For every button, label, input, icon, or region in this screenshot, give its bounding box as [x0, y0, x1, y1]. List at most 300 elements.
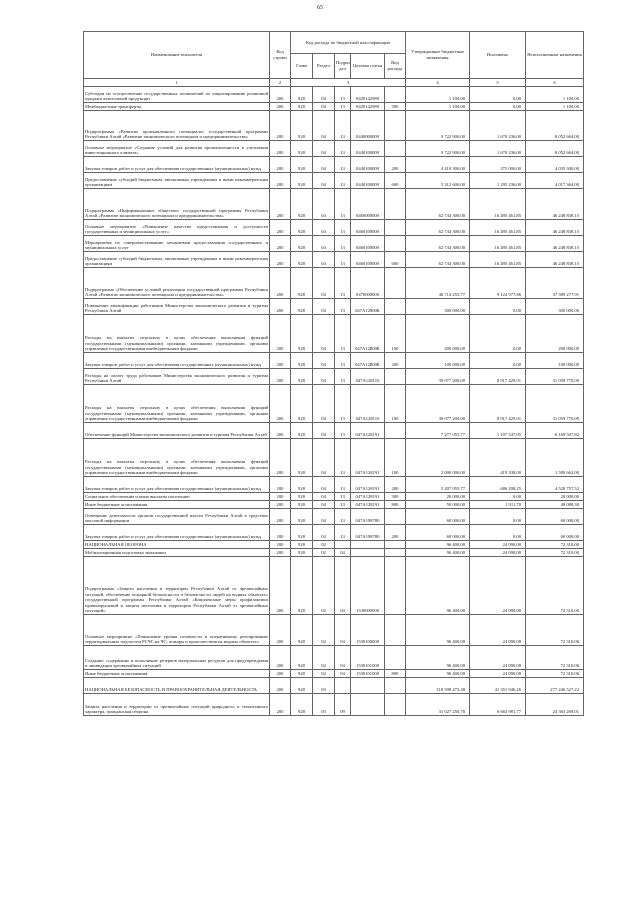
row-section: 04: [313, 87, 335, 103]
row-target: 0440100000: [351, 173, 385, 189]
row-subsection: 13: [335, 315, 351, 353]
row-target: 047A12800К: [351, 299, 385, 315]
row-section: 02: [313, 549, 335, 557]
row-executed: 8 017 429,91: [470, 385, 526, 423]
header-type: Вид расхода: [385, 54, 406, 79]
row-executed: 24 090,00: [470, 670, 526, 678]
row-type: [385, 423, 406, 439]
row-code: 200: [270, 477, 291, 493]
row-subsection: 13: [335, 493, 351, 501]
row-chapter: 928: [291, 252, 313, 268]
row-name: Расходы на выплаты персоналу в целях обеспечения выполнения функций государственными (муниципальными) органами, казенными учреждениями, органами управления государственными внебюджетными фондами: [84, 385, 270, 423]
row-approved: 62 744 300,00: [406, 236, 470, 252]
row-approved: 4 410 300,00: [406, 157, 470, 173]
row-section: 04: [313, 252, 335, 268]
row-target: 0470000000: [351, 268, 385, 299]
row-subsection: 09: [335, 694, 351, 716]
row-section: 04: [313, 509, 335, 525]
row-type: 100: [385, 315, 406, 353]
row-executed: 6 663 981,77: [470, 694, 526, 716]
row-type: [385, 615, 406, 646]
row-type: [385, 549, 406, 557]
row-chapter: 928: [291, 557, 313, 615]
row-executed: 1 670 236,00: [470, 111, 526, 141]
row-target: 0420142980: [351, 103, 385, 111]
row-code: 200: [270, 557, 291, 615]
row-approved: 39 077 200,00: [406, 369, 470, 385]
table-header: [84, 32, 584, 87]
row-name: Создание, содержание и пополнение резервов материальных ресурсов для предупреждения и ликвидации чрезвычайных ситуаций: [84, 646, 270, 670]
table-row: [84, 299, 584, 315]
row-unexecuted: 72 310,00: [526, 615, 584, 646]
row-approved: 46 714 255,77: [406, 268, 470, 299]
row-name: Иные бюджетные ассигнования: [84, 670, 270, 678]
row-target: 1530101000: [351, 670, 385, 678]
row-section: 04: [313, 525, 335, 541]
row-type: [385, 220, 406, 236]
row-unexecuted: 46 248 838,15: [526, 189, 584, 220]
table-row: [84, 157, 584, 173]
row-name: Субсидии на осуществление государственных полномочий по лицензированию розничной продажи алкогольной продукции: [84, 87, 270, 103]
row-executed: 0,00: [470, 315, 526, 353]
header-approved: Утвержденные бюджетные назначения: [406, 32, 470, 79]
row-executed: 16 495 461,85: [470, 236, 526, 252]
row-unexecuted: 72 310,00: [526, 646, 584, 670]
row-subsection: 13: [335, 173, 351, 189]
row-type: [385, 678, 406, 694]
row-subsection: 13: [335, 252, 351, 268]
row-chapter: 928: [291, 501, 313, 509]
row-target: [351, 541, 385, 549]
row-type: [385, 268, 406, 299]
row-section: 04: [313, 189, 335, 220]
row-type: [385, 189, 406, 220]
row-section: 04: [313, 236, 335, 252]
row-code: 200: [270, 439, 291, 477]
row-approved: 100 000,00: [406, 353, 470, 369]
row-executed: 24 090,00: [470, 541, 526, 549]
table-row: [84, 252, 584, 268]
row-code: 200: [270, 299, 291, 315]
row-section: 04: [313, 141, 335, 157]
row-name: НАЦИОНАЛЬНАЯ ОБОРОНА: [84, 541, 270, 549]
row-section: 04: [313, 103, 335, 111]
row-section: 04: [313, 315, 335, 353]
row-unexecuted: 37 589 277,91: [526, 268, 584, 299]
row-subsection: 13: [335, 157, 351, 173]
row-code: 200: [270, 678, 291, 694]
row-name: Расходы на оплату труда работников Министерства экономического развития и туризма Республики Алтай: [84, 369, 270, 385]
row-code: 200: [270, 87, 291, 103]
row-subsection: 13: [335, 189, 351, 220]
row-section: 04: [313, 157, 335, 173]
row-subsection: 13: [335, 103, 351, 111]
row-target: 047A12800К: [351, 315, 385, 353]
row-unexecuted: 60 000,00: [526, 525, 584, 541]
row-type: [385, 694, 406, 716]
row-unexecuted: 24 363 269,01: [526, 694, 584, 716]
row-type: 200: [385, 157, 406, 173]
row-target: 1530000000: [351, 557, 385, 615]
row-name: Расходы на выплаты персоналу в целях обеспечения выполнения функций государственными (муниципальными) органами, казенными учреждениями, органами управления государственными внебюджетными фондами: [84, 315, 270, 353]
row-chapter: 928: [291, 103, 313, 111]
row-code: 200: [270, 220, 291, 236]
row-target: 0460100000: [351, 252, 385, 268]
row-name: Закупка товаров, работ и услуг для обеспечения государственных (муниципальных) нужд: [84, 477, 270, 493]
row-target: 047A128191: [351, 493, 385, 501]
table-row: [84, 173, 584, 189]
table-row: [84, 423, 584, 439]
row-approved: 39 077 200,00: [406, 385, 470, 423]
row-name: Повышение квалификации работников Министерства экономического развития и туризма Республики Алтай: [84, 299, 270, 315]
row-name: Мероприятия по совершенствованию механизмов предоставления государственных и муниципальных услуг: [84, 236, 270, 252]
row-approved: 62 744 300,00: [406, 189, 470, 220]
row-unexecuted: 4 017 364,00: [526, 173, 584, 189]
row-approved: 60 000,00: [406, 525, 470, 541]
row-name: Иные бюджетные ассигнования: [84, 501, 270, 509]
row-approved: 96 400,00: [406, 557, 470, 615]
row-approved: 20 000,00: [406, 493, 470, 501]
row-target: 047A128191: [351, 439, 385, 477]
row-chapter: 928: [291, 189, 313, 220]
row-target: 0440100000: [351, 157, 385, 173]
row-executed: 24 090,00: [470, 646, 526, 670]
row-chapter: 928: [291, 423, 313, 439]
page-number: 65: [317, 5, 323, 11]
row-executed: 1 911,70: [470, 501, 526, 509]
row-subsection: 04: [335, 615, 351, 646]
row-executed: 0,00: [470, 87, 526, 103]
row-executed: 41 351 946,26: [470, 678, 526, 694]
row-code: 200: [270, 423, 291, 439]
row-type: [385, 509, 406, 525]
row-subsection: 13: [335, 268, 351, 299]
row-executed: 0,00: [470, 353, 526, 369]
row-unexecuted: 300 000,00: [526, 299, 584, 315]
index-cell: 2: [270, 79, 291, 87]
row-code: 200: [270, 615, 291, 646]
header-budget-class: Код расхода по бюджетной классификации: [291, 32, 406, 54]
row-section: 04: [313, 423, 335, 439]
table-row: [84, 315, 584, 353]
row-unexecuted: 46 248 838,15: [526, 220, 584, 236]
table-row: [84, 189, 584, 220]
row-name: Освещение деятельности органов государственной власти Республики Алтай в средствах массовой информации: [84, 509, 270, 525]
row-chapter: 928: [291, 315, 313, 353]
row-subsection: 13: [335, 501, 351, 509]
row-section: 02: [313, 646, 335, 670]
row-unexecuted: 1 100,00: [526, 103, 584, 111]
row-unexecuted: 100 000,00: [526, 353, 584, 369]
row-type: [385, 299, 406, 315]
row-target: 047A198700: [351, 509, 385, 525]
row-executed: 419 338,00: [470, 439, 526, 477]
index-cell: 4: [406, 79, 470, 87]
index-cell: 6: [526, 79, 584, 87]
row-chapter: 928: [291, 173, 313, 189]
table-row: [84, 493, 584, 501]
row-executed: 0,00: [470, 493, 526, 501]
row-target: 047A128110: [351, 385, 385, 423]
row-executed: 686 298,25: [470, 477, 526, 493]
row-subsection: 13: [335, 385, 351, 423]
row-executed: 0,00: [470, 509, 526, 525]
row-unexecuted: 8 052 664,00: [526, 141, 584, 157]
header-executed: Исполнено: [470, 32, 526, 79]
row-name: Подпрограмма «Развитие промышленного потенциала» государственной программы Республики Алтай «Развитие экономического потенциала и предпринимательства»: [84, 111, 270, 141]
row-chapter: 928: [291, 111, 313, 141]
row-executed: 1 107 547,95: [470, 423, 526, 439]
row-chapter: 928: [291, 268, 313, 299]
row-chapter: 928: [291, 477, 313, 493]
row-section: 04: [313, 268, 335, 299]
row-code: 200: [270, 385, 291, 423]
row-target: 0440100000: [351, 141, 385, 157]
row-chapter: 928: [291, 385, 313, 423]
row-chapter: 928: [291, 493, 313, 501]
table-row: [84, 87, 584, 103]
row-subsection: 04: [335, 549, 351, 557]
row-name: Расходы на выплаты персоналу в целях обеспечения выполнения функций государственными (муниципальными) органами, казенными учреждениями, органами управления государственными внебюджетными фондами: [84, 439, 270, 477]
row-subsection: 13: [335, 111, 351, 141]
row-target: [351, 549, 385, 557]
row-chapter: 928: [291, 678, 313, 694]
row-approved: 7 277 055,77: [406, 423, 470, 439]
row-approved: 318 598 473,48: [406, 678, 470, 694]
row-subsection: 13: [335, 141, 351, 157]
table-row: [84, 541, 584, 549]
row-code: 200: [270, 111, 291, 141]
row-code: 200: [270, 670, 291, 678]
row-unexecuted: 72 310,00: [526, 557, 584, 615]
row-executed: 0,00: [470, 525, 526, 541]
row-section: 04: [313, 385, 335, 423]
row-target: 047A128191: [351, 477, 385, 493]
table-row: [84, 103, 584, 111]
row-section: 04: [313, 369, 335, 385]
row-unexecuted: 46 248 838,15: [526, 252, 584, 268]
row-target: 0460100000: [351, 220, 385, 236]
row-section: 04: [313, 173, 335, 189]
row-unexecuted: 46 248 838,15: [526, 236, 584, 252]
row-approved: 62 744 300,00: [406, 220, 470, 236]
row-section: 04: [313, 493, 335, 501]
header-section: Раздел: [313, 54, 335, 79]
row-name: Закупка товаров, работ и услуг для обеспечения государственных (муниципальных) нужд: [84, 525, 270, 541]
row-chapter: 928: [291, 549, 313, 557]
row-chapter: 928: [291, 646, 313, 670]
row-unexecuted: 4 035 300,00: [526, 157, 584, 173]
row-subsection: 13: [335, 220, 351, 236]
row-name: НАЦИОНАЛЬНАЯ БЕЗОПАСНОСТЬ И ПРАВООХРАНИТЕЛЬНАЯ ДЕЯТЕЛЬНОСТЬ: [84, 678, 270, 694]
row-chapter: 928: [291, 694, 313, 716]
row-subsection: 13: [335, 509, 351, 525]
row-subsection: 13: [335, 353, 351, 369]
row-target: 047A12800К: [351, 353, 385, 369]
row-chapter: 928: [291, 220, 313, 236]
row-type: 600: [385, 252, 406, 268]
row-unexecuted: 31 059 770,09: [526, 369, 584, 385]
row-executed: 8 017 429,91: [470, 369, 526, 385]
row-section: 04: [313, 501, 335, 509]
row-subsection: 13: [335, 477, 351, 493]
table-row: [84, 111, 584, 141]
row-type: 200: [385, 353, 406, 369]
row-type: [385, 87, 406, 103]
header-name: Наименование показателя: [84, 32, 270, 79]
row-target: 047A128191: [351, 501, 385, 509]
row-name: Закупка товаров, работ и услуг для обеспечения государственных (муниципальных) нужд: [84, 157, 270, 173]
row-subsection: 13: [335, 369, 351, 385]
row-type: 600: [385, 173, 406, 189]
row-chapter: 928: [291, 236, 313, 252]
row-executed: 0,00: [470, 103, 526, 111]
row-type: 800: [385, 501, 406, 509]
row-code: 200: [270, 509, 291, 525]
row-approved: 31 027 250,78: [406, 694, 470, 716]
row-code: 200: [270, 541, 291, 549]
row-name: Основное мероприятие «Создание условий для развития промышленности и улучшения инвестиционного климата»: [84, 141, 270, 157]
table-row: [84, 646, 584, 670]
row-subsection: 04: [335, 670, 351, 678]
row-approved: 200 000,00: [406, 315, 470, 353]
row-code: 200: [270, 315, 291, 353]
row-executed: 24 090,00: [470, 615, 526, 646]
table-row: [84, 549, 584, 557]
row-unexecuted: 72 310,00: [526, 541, 584, 549]
row-section: 03: [313, 678, 335, 694]
row-unexecuted: 1 100,00: [526, 87, 584, 103]
row-unexecuted: 31 059 770,09: [526, 385, 584, 423]
row-chapter: 928: [291, 541, 313, 549]
row-code: 200: [270, 252, 291, 268]
index-cell: 5: [470, 79, 526, 87]
header-chapter: Глава: [291, 54, 313, 79]
row-section: 02: [313, 615, 335, 646]
row-name: Предоставление субсидий бюджетным, автономным учреждениям и иным некоммерческим организациям: [84, 173, 270, 189]
row-section: 04: [313, 111, 335, 141]
row-target: 0420142980: [351, 87, 385, 103]
row-code: 200: [270, 646, 291, 670]
row-approved: 50 000,00: [406, 501, 470, 509]
row-type: 100: [385, 439, 406, 477]
table-row: [84, 557, 584, 615]
row-target: [351, 678, 385, 694]
header-unexecuted: Неисполненные назначения: [526, 32, 584, 79]
table-row: [84, 385, 584, 423]
table-row: [84, 268, 584, 299]
row-unexecuted: 72 310,00: [526, 670, 584, 678]
row-subsection: 04: [335, 646, 351, 670]
row-chapter: 928: [291, 509, 313, 525]
row-code: 200: [270, 493, 291, 501]
row-unexecuted: 1 580 662,00: [526, 439, 584, 477]
row-executed: 375 000,00: [470, 157, 526, 173]
row-type: [385, 111, 406, 141]
row-approved: 9 722 900,00: [406, 111, 470, 141]
row-type: 200: [385, 525, 406, 541]
row-name: Подпрограмма «Обеспечение условий реализации государственной программы Республики Алтай «Развитие экономического потенциала и предпринимательства»: [84, 268, 270, 299]
row-section: 04: [313, 220, 335, 236]
row-type: [385, 541, 406, 549]
row-executed: 24 090,00: [470, 557, 526, 615]
row-type: 100: [385, 385, 406, 423]
row-chapter: 928: [291, 439, 313, 477]
row-type: [385, 557, 406, 615]
row-target: [351, 694, 385, 716]
row-approved: 62 744 300,00: [406, 252, 470, 268]
row-subsection: 13: [335, 236, 351, 252]
row-name: Мобилизационная подготовка экономики: [84, 549, 270, 557]
row-approved: 300 000,00: [406, 299, 470, 315]
row-unexecuted: 200 000,00: [526, 315, 584, 353]
budget-execution-table: [83, 31, 584, 716]
row-code: 200: [270, 141, 291, 157]
table-row: [84, 678, 584, 694]
row-type: 200: [385, 477, 406, 493]
row-name: Обеспечение функций Министерства экономического развития и туризма Республики Алтай: [84, 423, 270, 439]
row-name: Закупка товаров, работ и услуг для обеспечения государственных (муниципальных) нужд: [84, 353, 270, 369]
row-target: 0440000000: [351, 111, 385, 141]
table-row: [84, 369, 584, 385]
row-unexecuted: 60 000,00: [526, 509, 584, 525]
row-type: [385, 646, 406, 670]
table-row: [84, 141, 584, 157]
index-cell: 3: [291, 79, 406, 87]
row-name: Основное мероприятие «Повышение уровня готовности и оперативному реагированию территориальных подсистем РСЧС на ЧС, пожары и происшествия на водных объектах»: [84, 615, 270, 646]
row-unexecuted: 4 520 757,52: [526, 477, 584, 493]
row-chapter: 928: [291, 299, 313, 315]
table-row: [84, 353, 584, 369]
row-chapter: 928: [291, 615, 313, 646]
row-subsection: [335, 678, 351, 694]
row-target: 1530100000: [351, 615, 385, 646]
row-target: 1530101000: [351, 646, 385, 670]
row-executed: 24 090,00: [470, 549, 526, 557]
row-type: 300: [385, 493, 406, 501]
row-code: 200: [270, 501, 291, 509]
row-target: 0460000000: [351, 189, 385, 220]
row-type: [385, 141, 406, 157]
row-name: Подпрограмма «Защита населения и территории Республики Алтай от чрезвычайных ситуаций, обеспечение пожарной безопасности и безопасности людей на водных объектах» государственной программы Республики Алтай «Комплексные меры профилактики правонарушений и защита населения и территории Республики Алтай от чрезвычайных ситуаций»: [84, 557, 270, 615]
row-type: 500: [385, 103, 406, 111]
row-chapter: 928: [291, 141, 313, 157]
row-approved: 5 207 055,77: [406, 477, 470, 493]
row-subsection: 04: [335, 557, 351, 615]
row-subsection: 13: [335, 423, 351, 439]
row-section: 04: [313, 299, 335, 315]
header-code: Код строки: [270, 32, 291, 79]
row-executed: 9 124 977,86: [470, 268, 526, 299]
row-chapter: 928: [291, 369, 313, 385]
row-subsection: 13: [335, 525, 351, 541]
row-unexecuted: 8 052 664,00: [526, 111, 584, 141]
row-type: 800: [385, 670, 406, 678]
row-name: Основное мероприятие «Повышение качества предоставления и доступности государственных и муниципальных услуг»: [84, 220, 270, 236]
row-executed: 0,00: [470, 299, 526, 315]
row-executed: 16 495 461,85: [470, 252, 526, 268]
table-row: [84, 670, 584, 678]
row-section: 03: [313, 694, 335, 716]
row-approved: 96 400,00: [406, 646, 470, 670]
index-row: [84, 79, 584, 87]
row-section: 02: [313, 541, 335, 549]
row-approved: 96 400,00: [406, 615, 470, 646]
row-approved: 2 000 000,00: [406, 439, 470, 477]
row-name: Предоставление субсидий бюджетным, автономным учреждениям и иным некоммерческим организациям: [84, 252, 270, 268]
row-name: Защита населения и территории от чрезвычайных ситуаций природного и техногенного характера, гражданская оборона: [84, 694, 270, 716]
row-target: 047A128191: [351, 423, 385, 439]
